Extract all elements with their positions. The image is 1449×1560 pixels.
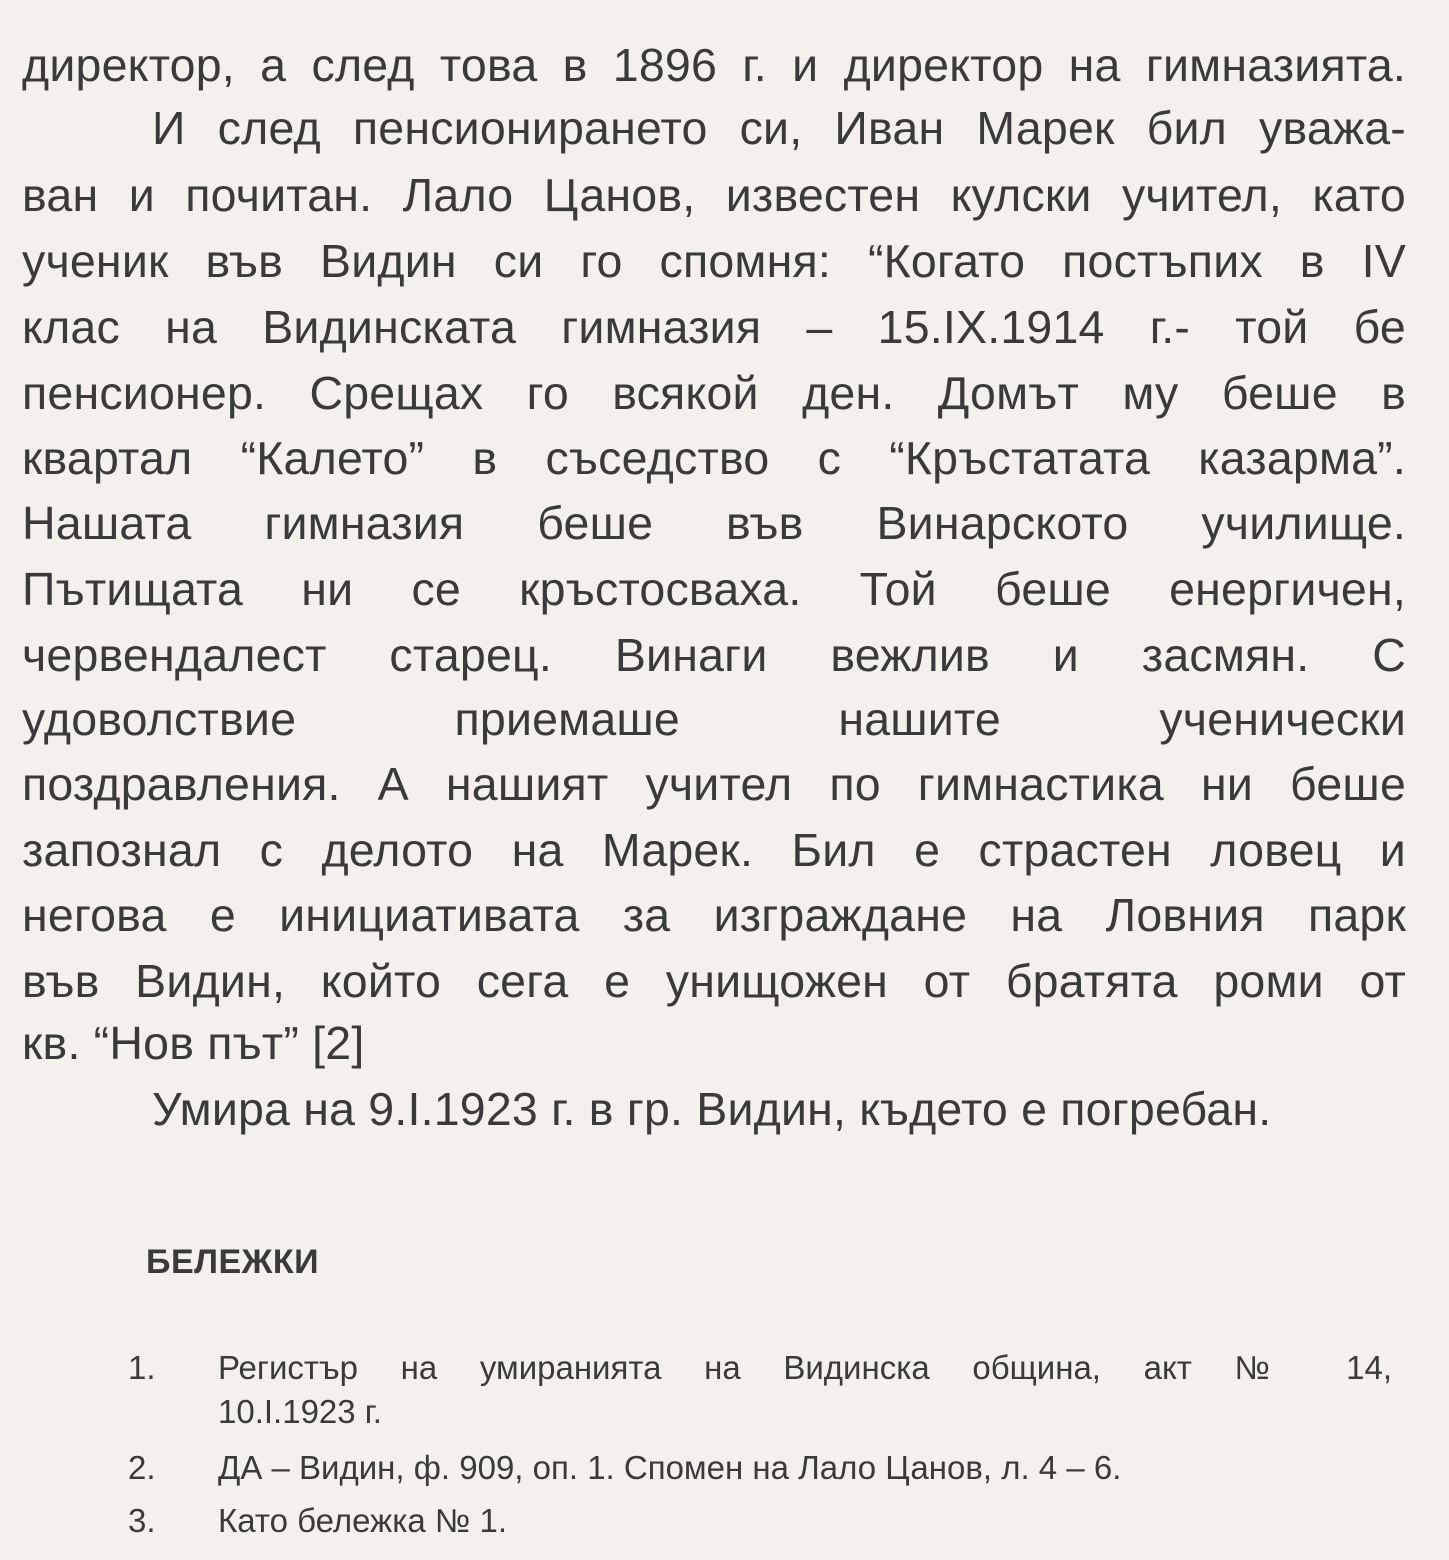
note-number: 2. [128, 1449, 156, 1486]
body-line: поздравления. А нашият учител по гимнастика ни беше [22, 758, 1406, 810]
body-line: червендалест старец. Винаги вежлив и засмян. С [22, 629, 1406, 681]
body-line: квартал “Калето” в съседство с “Кръстатата казарма”. [22, 432, 1406, 484]
body-line: ван и почитан. Лало Цанов, известен кулски учител, като [22, 169, 1406, 221]
body-line: клас на Видинската гимназия – 15.IX.1914 г.- той бе [22, 301, 1406, 353]
note-number: 1. [128, 1349, 156, 1386]
body-line: ученик във Видин си го спомня: “Когато постъпих в IV [22, 235, 1406, 287]
body-line: Нашата гимназия беше във Винарското училище. [22, 497, 1406, 549]
note-text: Регистър на умиранията на Видинска община, акт № 14, [218, 1349, 1392, 1386]
body-line: пенсионер. Срещах го всякой ден. Домът му беше в [22, 367, 1406, 419]
body-line: запознал с делото на Марек. Бил е страстен ловец и [22, 824, 1406, 876]
body-line: Пътищата ни се кръстосваха. Той беше енергичен, [22, 563, 1406, 615]
notes-heading: БЕЛЕЖКИ [146, 1243, 320, 1281]
body-line: във Видин, който сега е унищожен от братята роми от [22, 955, 1406, 1007]
note-text: Като бележка № 1. [218, 1502, 507, 1539]
note-text: 10.I.1923 г. [218, 1393, 382, 1430]
note-number: 3. [128, 1502, 156, 1539]
body-line: Умира на 9.I.1923 г. в гр. Видин, където е погребан. [152, 1083, 1272, 1135]
body-line: удоволствие приемаше нашите ученически [22, 693, 1406, 745]
body-line: кв. “Нов път” [2] [22, 1017, 365, 1069]
body-line: негова е инициативата за изграждане на Ловния парк [22, 889, 1406, 941]
body-line: директор, а след това в 1896 г. и директор на гимназията. [22, 39, 1406, 91]
note-text: ДА – Видин, ф. 909, оп. 1. Спомен на Лало Цанов, л. 4 – 6. [218, 1449, 1122, 1486]
body-line: И след пенсионирането си, Иван Марек бил уважа- [152, 102, 1406, 154]
